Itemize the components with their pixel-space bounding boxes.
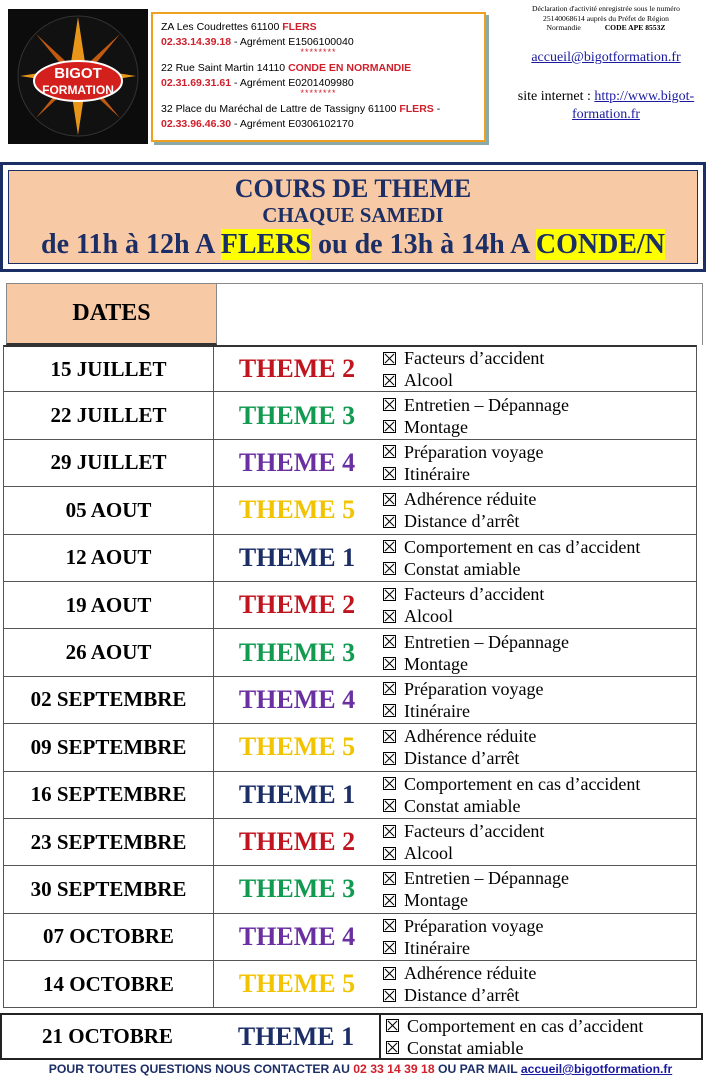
topic-text: Entretien – Dépannage [404,868,569,889]
schedule-text: ou de 13h à 14h A [311,229,536,260]
topic-item [383,558,696,580]
row-theme: THEME 3 [238,874,356,904]
topic-text: Entretien – Dépannage [404,394,569,415]
checked-box-icon [383,752,396,765]
checked-box-icon [383,872,396,885]
table-row [3,961,697,1008]
row-topics [380,535,696,581]
row-topics [380,961,696,1007]
checked-box-icon [383,493,396,506]
row-theme: THEME 4 [238,447,356,477]
topic-text: Comportement en cas d’accident [404,536,641,557]
row-date: 05 AOUT [4,487,214,533]
agency-address: ZA Les Coudrettes 61100 [161,21,283,33]
checked-box-icon [383,941,396,954]
row-date: 23 SEPTEMBRE [4,819,214,865]
topic-item [383,394,696,416]
topic-text: Distance d’arrêt [404,985,520,1006]
checked-box-icon [386,1019,399,1032]
separator: ******** [300,47,337,57]
activity-declaration [496,4,716,33]
topic-text: Itinéraire [404,463,470,484]
topic-item [383,416,696,438]
topic-item [383,678,696,700]
checked-box-icon [383,467,396,480]
table-row [3,819,697,866]
row-theme: THEME 5 [238,732,356,762]
table-row [3,392,697,439]
table-row [3,440,697,487]
title-heading: COURS DE THEME [234,174,472,203]
row-date: 15 JUILLET [4,347,214,391]
checked-box-icon [383,967,396,980]
row-date: 07 OCTOBRE [4,914,214,960]
checked-box-icon [383,352,396,365]
table-row [3,914,697,961]
checked-box-icon [386,1041,399,1054]
schedule-table [3,345,697,1008]
row-topics [380,440,696,486]
dates-column-header: DATES [6,283,217,345]
checked-box-icon [383,635,396,648]
schedule-city-conde: CONDE/N [535,229,665,260]
table-row [3,866,697,913]
row-topics [380,392,696,438]
footer-text: POUR TOUTES QUESTIONS NOUS CONTACTER AU [48,1062,354,1076]
topic-text: Facteurs d’accident [404,348,545,369]
checked-box-icon [383,989,396,1002]
table-row [3,535,697,582]
topic-text: Distance d’arrêt [404,748,520,769]
schedule-text: de 11h à 12h A [41,229,221,260]
checked-box-icon [383,445,396,458]
topic-text: Facteurs d’accident [404,821,545,842]
checked-box-icon [383,825,396,838]
row-date: 09 SEPTEMBRE [4,724,214,770]
checked-box-icon [383,588,396,601]
topic-text: Alcool [404,606,453,627]
course-title-inner [8,170,698,264]
checked-box-icon [383,540,396,553]
table-row-last [0,1013,703,1060]
row-theme: THEME 5 [238,495,356,525]
row-theme: THEME 3 [238,637,356,667]
row-topics [380,772,696,818]
topic-text: Constat amiable [407,1037,524,1058]
row-date: 16 SEPTEMBRE [4,772,214,818]
row-topics [380,914,696,960]
topic-item [383,653,696,675]
topic-item [383,583,696,605]
agency-agrement: - Agrément E1506100040 [231,35,354,48]
row-date: 22 JUILLET [4,392,214,438]
agency-agrement: - Agrément E0201409980 [231,76,354,89]
agency-conde [161,61,476,97]
row-theme: THEME 2 [238,827,356,857]
row-topics [380,347,696,391]
topic-item [383,463,696,485]
row-theme: THEME 1 [237,1021,355,1051]
agency-dash: - [433,103,441,115]
topic-item [383,631,696,653]
website-link[interactable]: http://www.bigot-formation.fr [571,89,695,122]
topic-item [383,347,696,369]
topic-item [383,510,696,532]
course-title-banner [0,162,706,272]
topic-text: Comportement en cas d’accident [404,773,641,794]
topic-item [386,1037,701,1059]
table-row [3,724,697,771]
topic-item [383,842,696,864]
topic-text: Constat amiable [404,558,521,579]
row-theme: THEME 2 [238,590,356,620]
row-topics [380,819,696,865]
row-date: 12 AOUT [4,535,214,581]
table-row [3,677,697,724]
topic-text: Montage [404,890,468,911]
compass-rose-icon [8,9,148,144]
row-theme: THEME 4 [238,684,356,714]
table-row [3,772,697,819]
schedule-city-flers: FLERS [220,229,311,260]
topic-item [383,984,696,1006]
row-date: 26 AOUT [4,629,214,675]
topic-item [383,488,696,510]
topic-text: Adhérence réduite [404,489,537,510]
row-theme: THEME 1 [238,779,356,809]
topic-item [383,795,696,817]
row-topics [380,724,696,770]
topic-text: Adhérence réduite [404,963,537,984]
checked-box-icon [383,799,396,812]
topic-item [383,605,696,627]
topic-item [383,536,696,558]
row-date: 02 SEPTEMBRE [4,677,214,723]
footer-email-link[interactable]: accueil@bigotformation.fr [520,1062,673,1076]
topic-text: Constat amiable [404,795,521,816]
topic-text: Facteurs d’accident [404,584,545,605]
agency-city: FLERS [282,21,317,33]
agency-flers-2 [161,102,476,131]
topic-item [383,369,696,391]
topic-text: Comportement en cas d’accident [407,1015,644,1036]
checked-box-icon [383,562,396,575]
row-date: 29 JUILLET [4,440,214,486]
topic-text: Distance d’arrêt [404,511,520,532]
checked-box-icon [383,894,396,907]
checked-box-icon [383,919,396,932]
contact-footer [0,1060,721,1078]
agency-phone[interactable]: 02.33.96.46.30 [161,117,232,130]
separator: ******** [300,88,337,98]
topic-text: Itinéraire [404,937,470,958]
row-theme: THEME 4 [238,921,356,951]
row-theme: THEME 1 [238,542,356,572]
checked-box-icon [383,682,396,695]
row-date: 14 OCTOBRE [4,961,214,1007]
row-topics [379,1015,701,1058]
agency-flers-1 [161,20,476,56]
topic-text: Alcool [404,843,453,864]
row-topics [380,582,696,628]
topic-text: Montage [404,653,468,674]
agency-phone[interactable]: 02.31.69.31.61 [161,76,232,89]
logo-text-bigot: BIGOT [54,65,102,82]
declaration-line: Déclaration d'activité enregistrée sous le numéro [532,4,680,13]
row-topics [380,677,696,723]
topic-text: Alcool [404,370,453,391]
agency-phone[interactable]: 02.33.14.39.18 [161,35,232,48]
topic-item [383,773,696,795]
topic-text: Préparation voyage [404,678,544,699]
agency-city: FLERS [399,103,434,115]
agency-agrement: - Agrément E0306102170 [231,117,354,130]
topic-text: Préparation voyage [404,915,544,936]
topic-item [383,937,696,959]
checked-box-icon [383,777,396,790]
agencies-address-box [151,12,486,142]
logo-text-formation: FORMATION [42,83,114,97]
checked-box-icon [383,704,396,717]
topic-text: Itinéraire [404,700,470,721]
table-header-empty [217,283,703,345]
checked-box-icon [383,420,396,433]
topic-item [383,747,696,769]
table-row [3,345,697,392]
checked-box-icon [383,374,396,387]
topic-item [383,820,696,842]
topic-item [383,962,696,984]
topic-item [383,915,696,937]
topic-item [383,725,696,747]
checked-box-icon [383,515,396,528]
topic-item [383,700,696,722]
row-topics [380,629,696,675]
agency-address: 22 Rue Saint Martin 14110 [161,62,289,74]
table-row [3,582,697,629]
title-schedule [9,227,697,263]
row-date: 30 SEPTEMBRE [4,866,214,912]
declaration-line: 25140068614 auprès du Préfet de Région [543,13,669,23]
declaration-region: Normandie [546,23,581,32]
row-date: 19 AOUT [4,582,214,628]
checked-box-icon [383,398,396,411]
topic-text: Préparation voyage [404,441,544,462]
checked-box-icon [383,730,396,743]
website-block [496,88,716,124]
checked-box-icon [383,657,396,670]
row-theme: THEME 5 [238,969,356,999]
footer-phone[interactable]: 02 33 14 39 18 [353,1062,435,1076]
row-topics [380,866,696,912]
website-label: site internet : [517,89,595,104]
contact-email-link[interactable]: accueil@bigotformation.fr [531,50,681,65]
agency-city: CONDE EN NORMANDIE [288,62,412,74]
topic-text: Adhérence réduite [404,726,537,747]
agency-address: 32 Place du Maréchal de Lattre de Tassigny 61100 [161,103,400,115]
row-theme: THEME 2 [238,354,356,384]
bigot-formation-logo [8,9,148,144]
ape-code: CODE APE 8553Z [604,23,666,32]
footer-text: OU PAR MAIL [434,1062,521,1076]
topic-text: Entretien – Dépannage [404,631,569,652]
topic-text: Montage [404,416,468,437]
table-row [3,629,697,676]
checked-box-icon [383,610,396,623]
checked-box-icon [383,847,396,860]
topic-item [383,441,696,463]
topic-item [383,889,696,911]
topic-item [386,1015,701,1037]
row-date: 21 OCTOBRE [42,1024,173,1048]
row-theme: THEME 3 [238,400,356,430]
title-subheading: CHAQUE SAMEDI [262,203,444,227]
topic-item [383,867,696,889]
row-topics [380,487,696,533]
table-row [3,487,697,534]
